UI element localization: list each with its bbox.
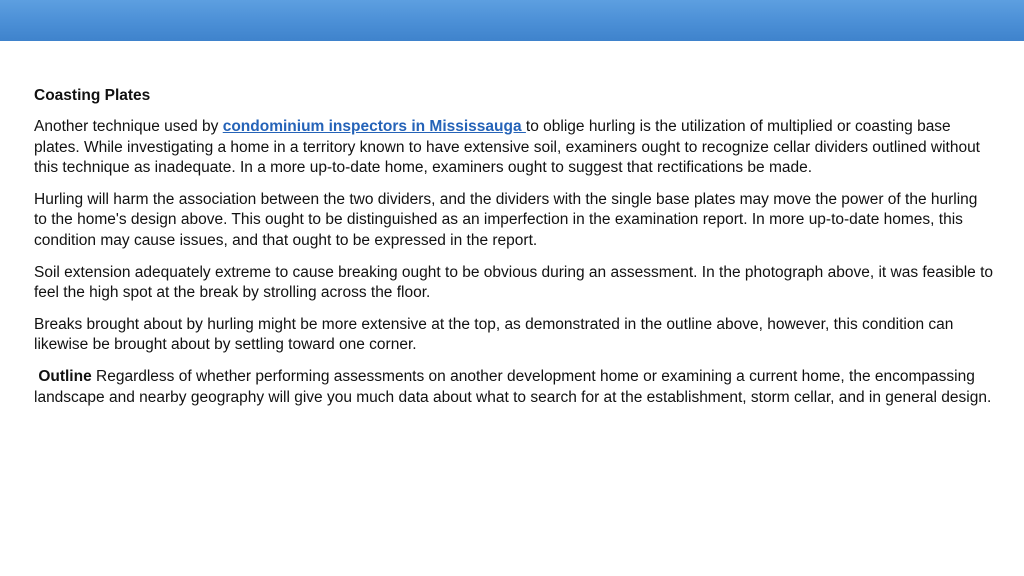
paragraph-5 [34,367,994,409]
paragraph-1-body: to oblige hurling is the utilization of multiplied or coasting base plates. While investigating a home in a territory known to have extensive soil, examiners ought to recognize cellar dividers outlined without this technique as inadequate. In a more up-to-date home, examiners ought to suggest that rectifications be made. [34,117,980,177]
condominium-inspectors-link[interactable]: condominium inspectors in Mississauga [222,117,526,135]
paragraph-3: Soil extension adequately extreme to cause breaking ought to be obvious during an assessment. In the photograph above, it was feasible to feel the high spot at the break by strolling across the floor. [34,263,994,302]
paragraph-5-body: Regardless of whether performing assessments on another development home or examining a current home, the encompassing landscape and nearby geography will give you much data about what to search for at the establishment, storm cellar, and in general design. [34,367,992,406]
paragraph-2: Hurling will harm the association between the two dividers, and the dividers with the single base plates may move the power of the hurling to the home's design above. This ought to be distinguished as an imperfection in the examination report. In more up-to-date homes, this condition may cause issues, and that ought to be expressed in the report. [34,190,978,250]
paragraph-1-intro: Another technique used by [34,117,223,135]
header-banner [0,0,1024,41]
section-heading: Coasting Plates [34,87,151,104]
outline-label: Outline [38,367,92,385]
document-body [34,86,994,419]
paragraph-1 [34,117,994,179]
paragraph-4: Breaks brought about by hurling might be more extensive at the top, as demonstrated in the outline above, however, this condition can likewise be brought about by settling toward one corner. [34,315,954,354]
